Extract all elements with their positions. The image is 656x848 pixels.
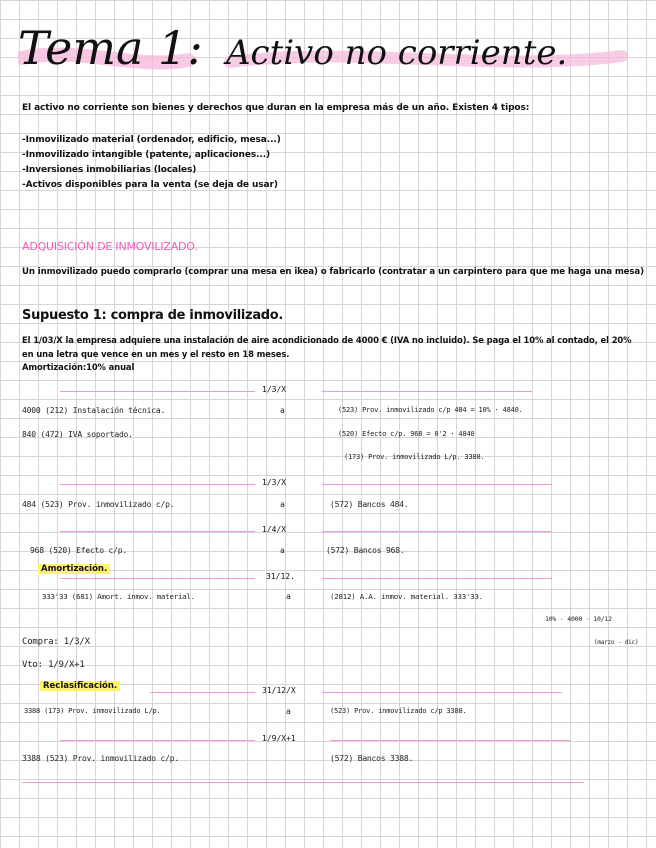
entry-credit: (523) Prov. inmovilizado c/p 484 = 10% · 4840. — [338, 406, 523, 414]
entry-credit: (523) Prov. inmovilizado c/p 3388. — [330, 707, 467, 715]
entry-date: 1/4/X — [262, 525, 287, 534]
entry-debit: 3388 (173) Prov. inmovilizado L/p. — [24, 707, 161, 715]
title-sub: Activo no corriente. — [226, 33, 568, 73]
entry-debit: 840 (472) IVA soportado. — [22, 430, 133, 439]
rule-line — [322, 692, 562, 693]
entry-debit: 484 (523) Prov. inmovilizado c/p. — [22, 500, 175, 509]
entry-date: 1/9/X+1 — [262, 734, 296, 743]
page-title-block — [18, 6, 648, 86]
reclasificacion-label: Reclasificación. — [40, 681, 120, 691]
entry-credit: (572) Bancos 968. — [326, 546, 405, 555]
entry-date: 1/3/X — [262, 478, 287, 487]
rule-line — [60, 391, 255, 392]
title-brush-highlights — [18, 6, 648, 86]
entry-credit: (572) Bancos 3388. — [330, 754, 414, 763]
formula-note: (marzo - dic) — [594, 639, 639, 646]
supuesto-line: El 1/03/X la empresa adquiere una instalación de aire acondicionado de 4000 € (IVA no incluido). Se paga el 10% al contado, el 20% — [22, 335, 632, 345]
entry-debit: 4000 (212) Instalación técnica. — [22, 406, 166, 415]
rule-line — [322, 391, 532, 392]
entry-a: a — [280, 546, 285, 555]
entry-a: a — [286, 707, 291, 716]
vto-date: Vto: 1/9/X+1 — [22, 660, 85, 670]
entry-credit: (572) Bancos 484. — [330, 500, 409, 509]
rule-line — [60, 578, 255, 579]
rule-line — [22, 782, 584, 783]
rule-line — [60, 740, 255, 741]
entry-a: a — [280, 500, 285, 509]
rule-line — [330, 740, 570, 741]
rule-line — [150, 692, 255, 693]
supuesto-line: Amortización:10% anual — [22, 362, 135, 372]
rule-line — [60, 484, 255, 485]
rule-line — [322, 578, 552, 579]
type-item: -Activos disponibles para la venta (se deja de usar) — [22, 180, 278, 190]
entry-date: 31/12/X — [262, 686, 296, 695]
entry-date: 31/12. — [266, 572, 295, 581]
rule-line — [322, 484, 552, 485]
rule-line — [60, 531, 255, 532]
compra-date: Compra: 1/3/X — [22, 637, 90, 647]
entry-a: a — [280, 406, 285, 415]
supuesto-line: en una letra que vence en un mes y el resto en 18 meses. — [22, 349, 290, 359]
intro-text: El activo no corriente son bienes y derechos que duran en la empresa más de un año. Existen 4 tipos: — [22, 103, 530, 113]
entry-debit: 333'33 (681) Amort. inmov. material. — [42, 592, 195, 601]
type-item: -Inmovilizado material (ordenador, edificio, mesa...) — [22, 135, 281, 145]
entry-credit: (2812) A.A. inmov. material. 333'33. — [330, 592, 483, 601]
entry-date: 1/3/X — [262, 385, 287, 394]
entry-debit: 3388 (523) Prov. inmovilizado c/p. — [22, 754, 179, 763]
title-main: Tema 1: — [18, 21, 203, 75]
type-item: -Inversiones inmobiliarias (locales) — [22, 165, 197, 175]
entry-debit: 968 (520) Efecto c/p. — [30, 546, 127, 555]
section-heading-adquisicion: ADQUISICIÓN DE INMOVILIZADO. — [22, 240, 198, 253]
adquisicion-text: Un inmovilizado puedo comprarlo (comprar una mesa en ikea) o fabricarlo (contratar a un carpintero para que me haga una mesa) — [22, 267, 644, 277]
entry-a: a — [286, 592, 291, 601]
rule-line — [322, 531, 552, 532]
entry-credit: (520) Efecto c/p. 968 = 0'2 · 4840 — [338, 430, 475, 438]
amortizacion-label: Amortización. — [38, 564, 110, 574]
supuesto-heading: Supuesto 1: compra de inmovilizado. — [22, 308, 284, 323]
entry-credit: (173) Prov. inmovilizado L/p. 3388. — [344, 453, 485, 461]
type-item: -Inmovilizado intangible (patente, aplicaciones...) — [22, 150, 271, 160]
formula: 10% · 4000 · 10/12 — [545, 615, 612, 623]
